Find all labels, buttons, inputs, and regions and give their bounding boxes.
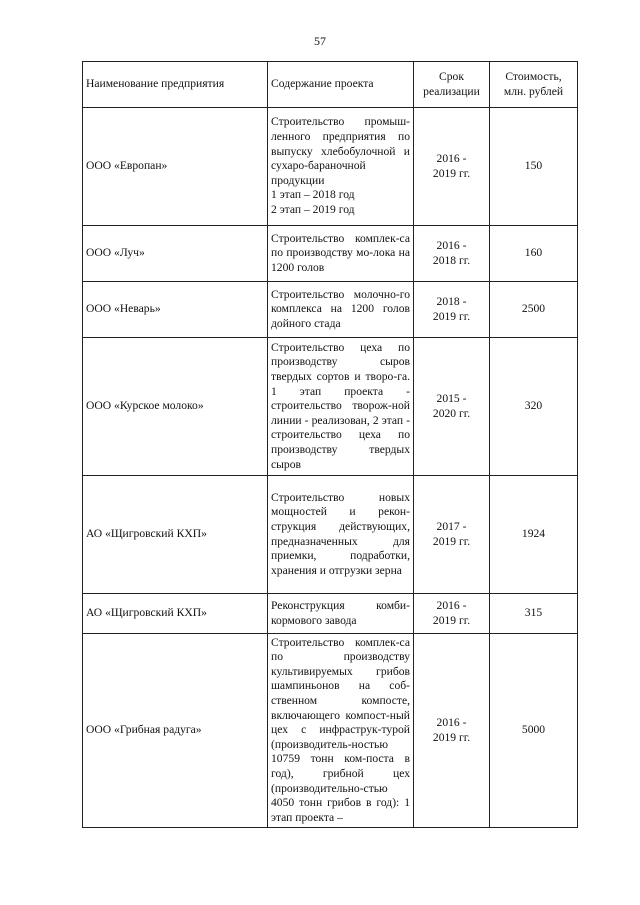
implementation-term — [414, 108, 490, 226]
project-cost: 1924 — [490, 476, 578, 594]
header-cost-line1: Стоимость, — [505, 69, 562, 83]
project-content-text: Строительство комплек-са по производству культивируемых грибов шампиньонов на соб-ственном компосте, включающего компост-ный цех с инфраструк-турой (производитель-ностью 10759 тонн ком-поста в год), грибной цех (производительно-стью 4050 тонн грибов в год): 1 этап проекта – — [271, 635, 410, 824]
table-row — [83, 338, 578, 476]
project-content — [268, 226, 414, 282]
project-content — [268, 338, 414, 476]
project-cost: 315 — [490, 594, 578, 634]
term-end: 2019 гг. — [432, 534, 471, 548]
header-implementation-term — [414, 62, 490, 108]
project-content — [268, 634, 414, 828]
term-end: 2019 гг. — [432, 166, 471, 180]
table-header-row — [83, 62, 578, 108]
table-row — [83, 594, 578, 634]
table-row — [83, 282, 578, 338]
project-content-text: Строительство промыш-ленного предприятия по выпуску хлебобулочной и сухаро-бараночной продукции — [271, 115, 410, 187]
project-cost: 160 — [490, 226, 578, 282]
term-start: 2017 - — [436, 519, 467, 533]
project-content-text: Реконструкция комби-кормового завода — [271, 598, 410, 627]
project-content — [268, 108, 414, 226]
term-start: 2015 - — [436, 391, 467, 405]
enterprise-name: ООО «Неварь» — [83, 282, 268, 338]
enterprise-name: АО «Щигровский КХП» — [83, 594, 268, 634]
implementation-term — [414, 226, 490, 282]
term-end: 2018 гг. — [432, 253, 471, 267]
project-content — [268, 282, 414, 338]
project-content-text: Строительство молочно-го комплекса на 1200 голов дойного стада — [271, 287, 410, 330]
enterprise-name: ООО «Луч» — [83, 226, 268, 282]
page-number: 57 — [314, 34, 326, 48]
term-start: 2018 - — [436, 294, 467, 308]
term-start: 2016 - — [436, 151, 467, 165]
table-row — [83, 108, 578, 226]
enterprise-name: АО «Щигровский КХП» — [83, 476, 268, 594]
project-stage: 2 этап – 2019 год — [271, 202, 355, 216]
implementation-term — [414, 594, 490, 634]
term-start: 2016 - — [436, 715, 467, 729]
implementation-term — [414, 282, 490, 338]
term-start: 2016 - — [436, 238, 467, 252]
project-content — [268, 594, 414, 634]
term-end: 2019 гг. — [432, 309, 471, 323]
implementation-term — [414, 338, 490, 476]
project-content — [268, 476, 414, 594]
projects-table — [82, 61, 578, 828]
header-cost — [490, 62, 578, 108]
project-stage: 1 этап – 2018 год — [271, 188, 355, 202]
project-cost: 320 — [490, 338, 578, 476]
implementation-term — [414, 634, 490, 828]
term-end: 2019 гг. — [432, 730, 471, 744]
table-row — [83, 634, 578, 828]
table-row — [83, 226, 578, 282]
enterprise-name: ООО «Грибная радуга» — [83, 634, 268, 828]
header-term-line1: Срок — [439, 69, 464, 83]
project-content-text: Строительство цеха по производству сыров твердых сортов и творо-га. 1 этап проекта - строительство творож-ной линии - реализован, 2 этап - строительство цеха по производству твердых сыров — [271, 340, 410, 471]
header-enterprise-name: Наименование предприятия — [83, 62, 268, 108]
project-cost: 150 — [490, 108, 578, 226]
header-project-content: Содержание проекта — [268, 62, 414, 108]
table-row — [83, 476, 578, 594]
enterprise-name: ООО «Курское молоко» — [83, 338, 268, 476]
enterprise-name: ООО «Европан» — [83, 108, 268, 226]
implementation-term — [414, 476, 490, 594]
header-term-line2: реализации — [423, 84, 480, 98]
term-start: 2016 - — [436, 598, 467, 612]
term-end: 2019 гг. — [432, 613, 471, 627]
term-end: 2020 гг. — [432, 406, 471, 420]
project-cost: 2500 — [490, 282, 578, 338]
project-content-text: Строительство комплек-са по производству мо-лока на 1200 голов — [271, 231, 410, 274]
project-content-text: Строительство новых мощностей и рекон-струкция действующих, предназначенных для приемки, подработки, хранения и отгрузки зерна — [271, 490, 410, 577]
header-cost-line2: млн. рублей — [503, 84, 564, 98]
project-cost: 5000 — [490, 634, 578, 828]
